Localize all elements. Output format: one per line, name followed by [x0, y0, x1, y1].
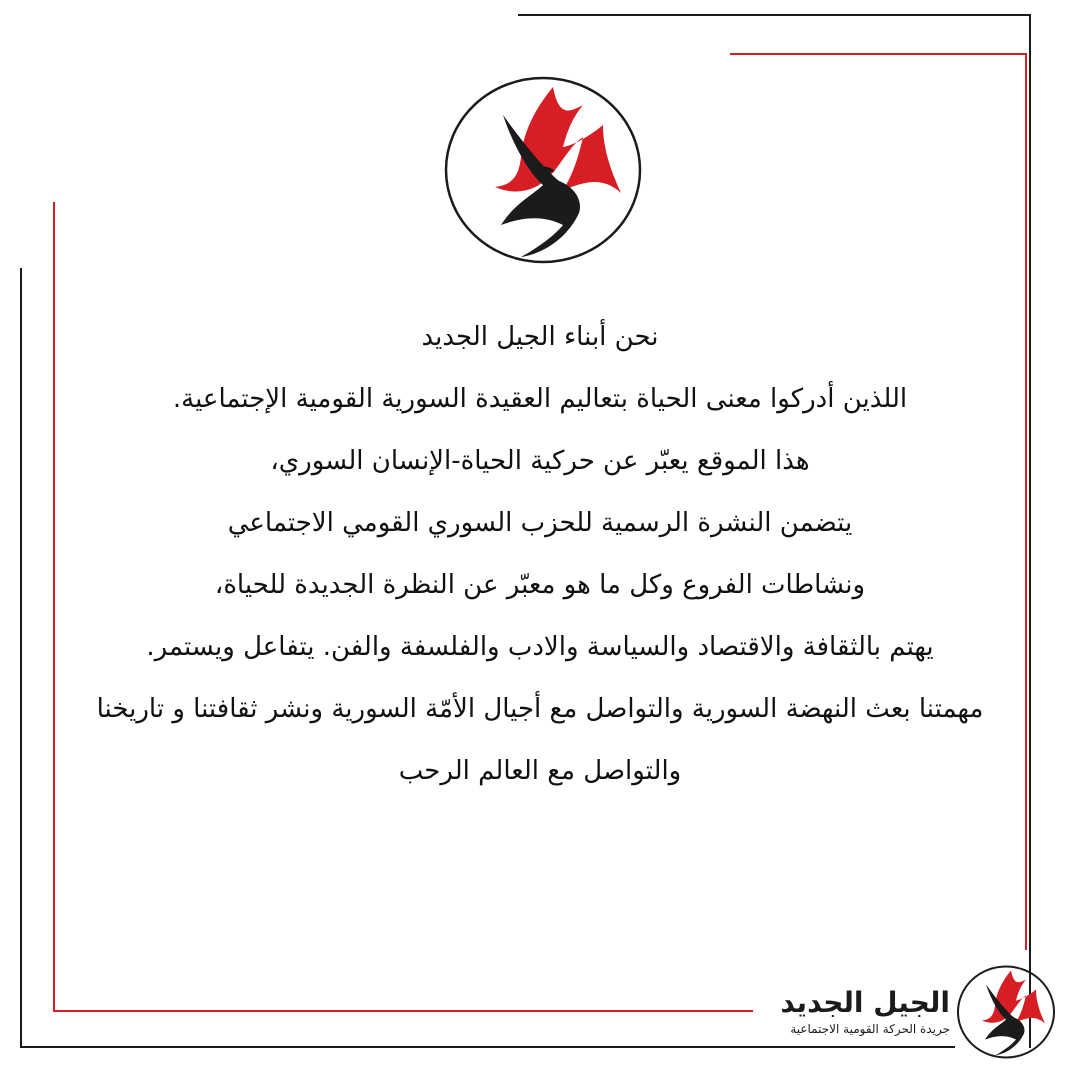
text-line-8: والتواصل مع العالم الرحب	[398, 756, 682, 786]
text-line-4: يتضمن النشرة الرسمية للحزب السوري القومي الاجتماعي	[227, 508, 853, 538]
frame-black-bottom	[20, 1046, 955, 1048]
frame-black-top	[518, 14, 1031, 16]
footer-brand	[780, 985, 950, 1037]
text-line-2: اللذين أدركوا معنى الحياة بتعاليم العقيدة السورية القومية الإجتماعية.	[172, 384, 908, 414]
logo	[443, 75, 643, 265]
text-line-3: هذا الموقع يعبّر عن حركية الحياة-الإنسان السوري،	[270, 446, 810, 476]
frame-red-bottom	[53, 1010, 753, 1012]
brand-name: الجيل الجديد	[780, 986, 950, 1019]
mission-statement	[40, 318, 1040, 814]
frame-red-top	[730, 53, 1027, 55]
footer-logo	[956, 962, 1056, 1062]
brand-subtitle: جريدة الحركة القومية الاجتماعية	[790, 1022, 950, 1036]
text-line-7: مهمتنا بعث النهضة السورية والتواصل مع أجيال الأمّة السورية ونشر ثقافتنا و تاريخنا	[96, 694, 984, 724]
text-line-1: نحن أبناء الجيل الجديد	[421, 322, 659, 352]
text-line-5: ونشاطات الفروع وكل ما هو معبّر عن النظرة الجديدة للحياة،	[214, 570, 866, 600]
text-line-6: يهتم بالثقافة والاقتصاد والسياسة والادب والفلسفة والفن. يتفاعل ويستمر.	[146, 632, 934, 662]
logo-mark-icon	[443, 75, 643, 265]
frame-black-left	[20, 268, 22, 1048]
logo-mark-small-icon	[956, 962, 1056, 1062]
